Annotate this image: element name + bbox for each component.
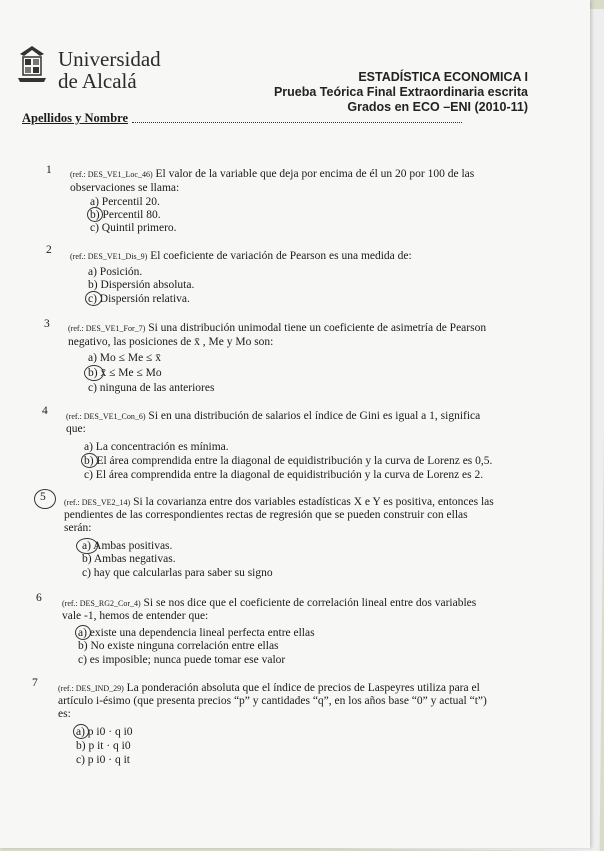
answer-circle (87, 207, 103, 222)
question-number: 2 (46, 244, 52, 256)
question-line: Si en una distribución de salarios el índice de Gini es igual a 1, significa (148, 410, 481, 422)
question-ref: (ref.: DES_VE1_Dis_9) (70, 252, 148, 261)
question-text (58, 682, 508, 695)
option-c[interactable]: c) Dispersión relativa. (88, 293, 190, 305)
university-line2: de Alcalá (58, 69, 137, 93)
question-text (66, 410, 516, 423)
answer-circle (76, 538, 98, 554)
option-c[interactable]: c) hay que calcularlas para saber su signo (82, 567, 273, 579)
question-line: Si la covarianza entre dos variables estadísticas X e Y es positiva, entonces las (133, 496, 494, 508)
option-b[interactable]: b) Percentil 80. (90, 209, 161, 221)
answer-circle (85, 291, 102, 306)
question-line: artículo i-ésimo (que presenta precios “p” y cantidades “q”, en los años base “0” y actual “t”) (58, 695, 487, 707)
option-c[interactable]: c) Quintil primero. (90, 222, 177, 234)
option-c[interactable]: c) ninguna de las anteriores (88, 382, 215, 394)
question-line: El coeficiente de variación de Pearson es una medida de: (150, 250, 412, 262)
question-ref: (ref.: DES_VE1_Con_6) (66, 412, 146, 421)
option-a[interactable]: a) Mo ≤ Me ≤ x̄ (88, 352, 161, 364)
question-text (70, 168, 510, 181)
university-line1: Universidad (58, 47, 161, 71)
option-a[interactable]: a) Percentil 20. (90, 196, 160, 208)
name-field-line[interactable] (132, 122, 462, 123)
question-text (68, 322, 508, 335)
question-ref: (ref.: DES_RG2_Cor_4) (62, 599, 141, 608)
exam-title: Prueba Teórica Final Extraordinaria escrita (273, 85, 528, 99)
university-name (58, 48, 161, 92)
question-line: La ponderación absoluta que el índice de precios de Laspeyres utiliza para el (126, 682, 480, 694)
option-b[interactable]: b) x̄ ≤ Me ≤ Mo (88, 367, 162, 379)
question-ref: (ref.: DES_VE1_For_7) (68, 324, 146, 333)
question-line: negativo, las posiciones de x̄ , Me y Mo son: (68, 336, 274, 348)
question-line: observaciones se llama: (70, 182, 180, 194)
exam-header (274, 70, 528, 115)
question-text (62, 597, 512, 610)
option-c[interactable]: c) es imposible; nunca puede tomar ese valor (78, 654, 286, 666)
question-line: es: (58, 708, 71, 720)
university-crest-icon (14, 44, 50, 86)
question-text (64, 496, 534, 509)
question-line: El valor de la variable que deja por encima de él un 20 por 100 de las (155, 168, 475, 180)
option-a[interactable]: a) Posición. (88, 266, 143, 278)
option-c[interactable]: c) p i0 · q it (76, 754, 130, 766)
question-number: 7 (32, 677, 38, 689)
option-b[interactable]: b) Dispersión absoluta. (88, 279, 195, 291)
question-number: 1 (46, 164, 52, 176)
degree-title: Grados en ECO –ENI (2010-11) (347, 100, 528, 114)
question-line: Si una distribución unimodal tiene un coeficiente de asimetría de Pearson (148, 322, 487, 334)
question-line: vale -1, hemos de entender que: (62, 610, 209, 622)
option-a[interactable]: a) La concentración es mínima. (84, 441, 229, 453)
question-line: pendientes de las correspondientes rectas de regresión que se pueden construir con ellas (64, 509, 468, 521)
option-a[interactable]: a) p i0 · q i0 (76, 726, 133, 738)
name-label: Apellidos y Nombre (22, 111, 129, 125)
option-b[interactable]: b) Ambas negativas. (82, 553, 176, 565)
question-ref: (ref.: DES_VE1_Loc_46) (70, 170, 153, 179)
question-line: serán: (64, 522, 92, 534)
option-c[interactable]: c) El área comprendida entre la diagonal de equidistribución y la curva de Lorenz es 2. (84, 469, 484, 481)
subject-title: ESTADÍSTICA ECONOMICA I (358, 70, 528, 84)
option-b[interactable]: b) No existe ninguna correlación entre ellas (78, 640, 279, 652)
question-number: 5 (40, 491, 46, 503)
question-number: 4 (42, 405, 48, 417)
question-number: 3 (44, 318, 50, 330)
question-line: que: (66, 423, 86, 435)
question-ref: (ref.: DES_IND_29) (58, 684, 124, 693)
question-ref: (ref.: DES_VE2_14) (64, 498, 131, 507)
answer-circle (84, 365, 104, 381)
answer-circle (81, 453, 98, 468)
option-b[interactable]: b) p it · q i0 (76, 740, 131, 752)
question-line: Si se nos dice que el coeficiente de correlación lineal entre dos variables (143, 597, 477, 609)
question-text (70, 250, 510, 263)
option-a[interactable]: a) Ambas positivas. (82, 540, 173, 552)
question-number: 6 (36, 592, 42, 604)
option-a[interactable]: a) existe una dependencia lineal perfecta entre ellas (78, 627, 315, 639)
answer-circle (75, 625, 91, 640)
answer-circle (73, 724, 89, 739)
option-b[interactable]: b) El área comprendida entre la diagonal de equidistribución y la curva de Lorenz es 0,5. (84, 455, 493, 467)
